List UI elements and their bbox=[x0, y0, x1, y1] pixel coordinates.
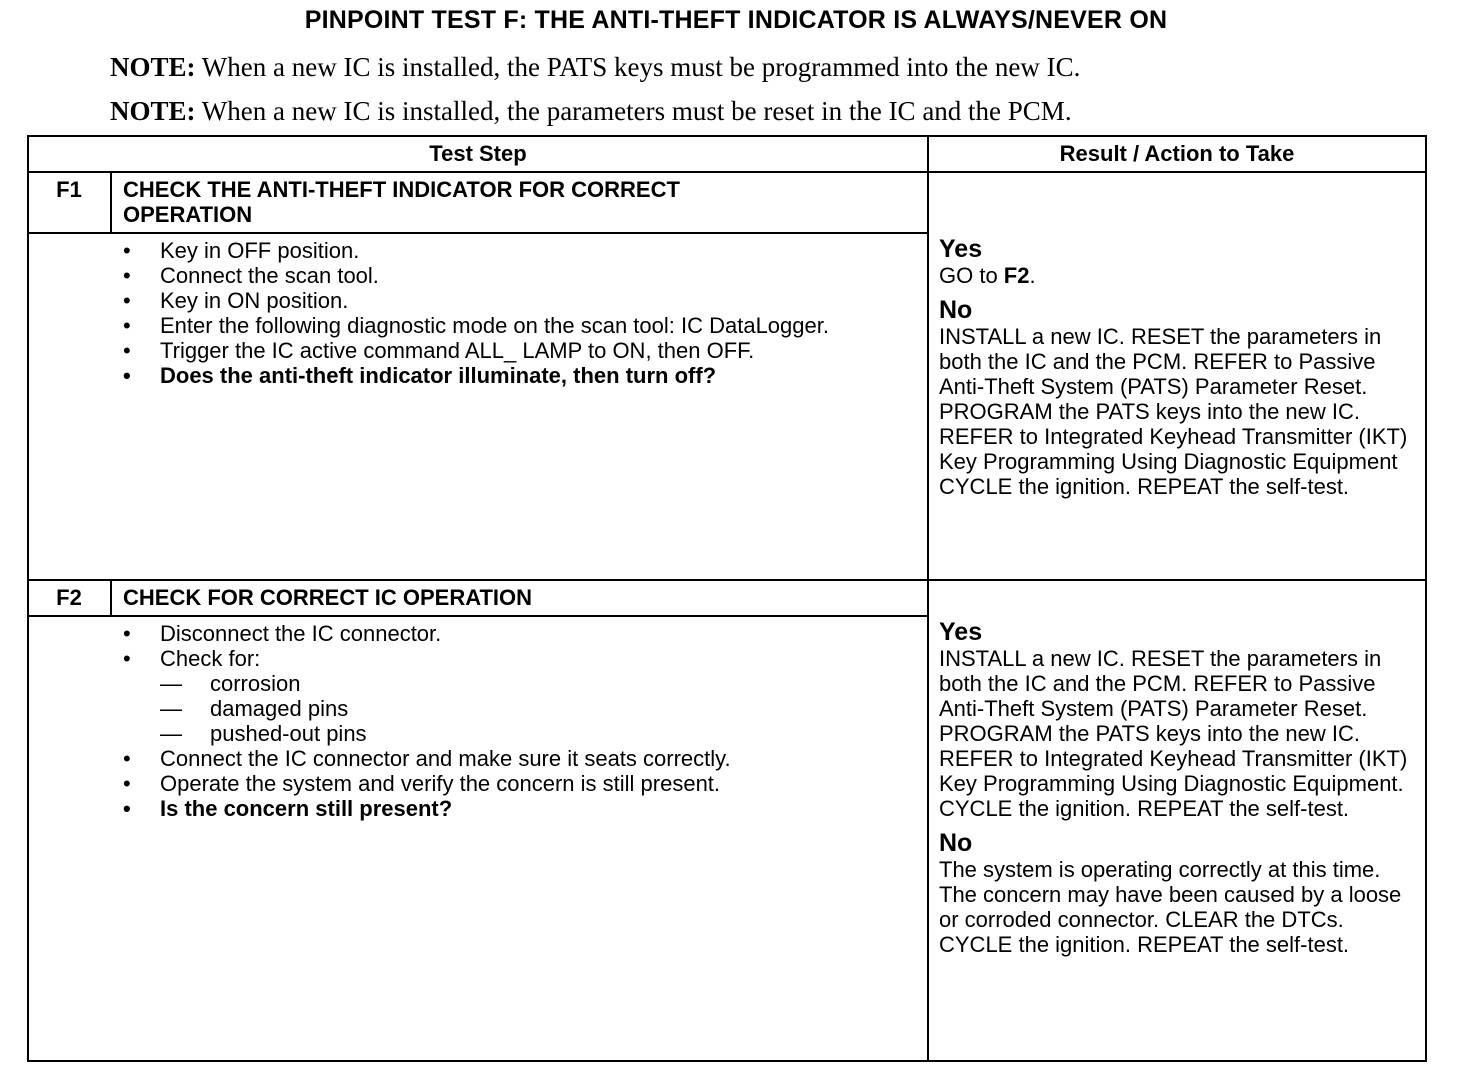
note-2-text: When a new IC is installed, the parameters must be reset in the IC and the PCM. bbox=[201, 96, 1072, 126]
f2-no-action: The system is operating correctly at this time. The concern may have been caused by a loose or corroded connector. CLEAR the DTCs. CYCLE the ignition. REPEAT the self-test. bbox=[939, 857, 1402, 957]
f2-step-list bbox=[123, 621, 903, 821]
note-2-label: NOTE: bbox=[110, 96, 196, 126]
header-test-step: Test Step bbox=[429, 141, 527, 166]
f2-result bbox=[939, 619, 1423, 957]
f2-step-3: • Connect the IC connector and make sure it seats correctly. bbox=[123, 746, 903, 771]
divider-f2-title bbox=[29, 615, 927, 617]
f1-step-1: • Key in OFF position. bbox=[123, 238, 903, 263]
f1-step-4: • Enter the following diagnostic mode on the scan tool: IC DataLogger. bbox=[123, 313, 903, 338]
f1-yes-prefix: GO to bbox=[939, 263, 1004, 288]
f2-step-2-label: Check for: bbox=[160, 646, 261, 671]
step-id-f2: F2 bbox=[56, 585, 82, 610]
f1-steps bbox=[123, 238, 903, 388]
divider-f2-section bbox=[29, 579, 1425, 581]
f2-check-pushed-out-pins: — pushed-out pins bbox=[160, 721, 903, 746]
f1-step-5: • Trigger the IC active command ALL_ LAMP to ON, then OFF. bbox=[123, 338, 903, 363]
divider-f2-id bbox=[110, 579, 112, 616]
divider-vertical-main bbox=[927, 137, 929, 1060]
f1-result bbox=[939, 236, 1423, 499]
note-1-label: NOTE: bbox=[110, 52, 196, 82]
f2-yes-label: Yes bbox=[939, 618, 983, 646]
page-title: PINPOINT TEST F: THE ANTI-THEFT INDICATOR IS ALWAYS/NEVER ON bbox=[304, 6, 1168, 34]
f2-check-damaged-pins: — damaged pins bbox=[160, 696, 903, 721]
f1-question: • Does the anti-theft indicator illuminate, then turn off? bbox=[123, 363, 903, 388]
f1-step-list bbox=[123, 238, 903, 388]
note-1-text: When a new IC is installed, the PATS keys must be programmed into the new IC. bbox=[201, 52, 1081, 82]
divider-header-row bbox=[29, 171, 1425, 173]
f2-step-1: • Disconnect the IC connector. bbox=[123, 621, 903, 646]
divider-f1-id bbox=[110, 171, 112, 233]
f2-no-label: No bbox=[939, 829, 973, 857]
header-result: Result / Action to Take bbox=[1059, 141, 1295, 166]
pinpoint-test-table bbox=[27, 135, 1427, 1062]
f2-steps bbox=[123, 621, 903, 821]
note-2 bbox=[110, 96, 1072, 127]
f2-step-4: • Operate the system and verify the concern is still present. bbox=[123, 771, 903, 796]
f2-check-corrosion: — corrosion bbox=[160, 671, 903, 696]
f1-yes-target: F2 bbox=[1003, 263, 1030, 288]
f1-yes-action bbox=[939, 263, 1423, 288]
f2-question: • Is the concern still present? bbox=[123, 796, 903, 821]
f2-check-list bbox=[160, 671, 903, 746]
step-id-f1: F1 bbox=[56, 177, 82, 202]
step-title-f2: CHECK FOR CORRECT IC OPERATION bbox=[123, 585, 533, 610]
note-1 bbox=[110, 52, 1080, 83]
f1-step-2: • Connect the scan tool. bbox=[123, 263, 903, 288]
f1-yes-label: Yes bbox=[939, 235, 983, 263]
f2-step-2 bbox=[123, 646, 903, 746]
f1-no-action: INSTALL a new IC. RESET the parameters in both the IC and the PCM. REFER to Passive Anti-Theft System (PATS) Parameter Reset. PROGRAM the PATS keys into the new IC. REFER to Integrated Keyhead Transmitter (IKT) Key Programming Using Diagnostic Equipment CYCLE the ignition. REPEAT the self-test. bbox=[939, 324, 1408, 499]
step-title-f1: CHECK THE ANTI-THEFT INDICATOR FOR CORRECT OPERATION bbox=[123, 177, 680, 227]
f1-step-3: • Key in ON position. bbox=[123, 288, 903, 313]
divider-f1-title bbox=[29, 232, 927, 234]
f1-yes-suffix: . bbox=[1029, 263, 1036, 288]
f2-yes-action: INSTALL a new IC. RESET the parameters in both the IC and the PCM. REFER to Passive Anti-Theft System (PATS) Parameter Reset. PROGRAM the PATS keys into the new IC. REFER to Integrated Keyhead Transmitter (IKT) Key Programming Using Diagnostic Equipment. CYCLE the ignition. REPEAT the self-test. bbox=[939, 646, 1408, 821]
f1-no-label: No bbox=[939, 296, 973, 324]
